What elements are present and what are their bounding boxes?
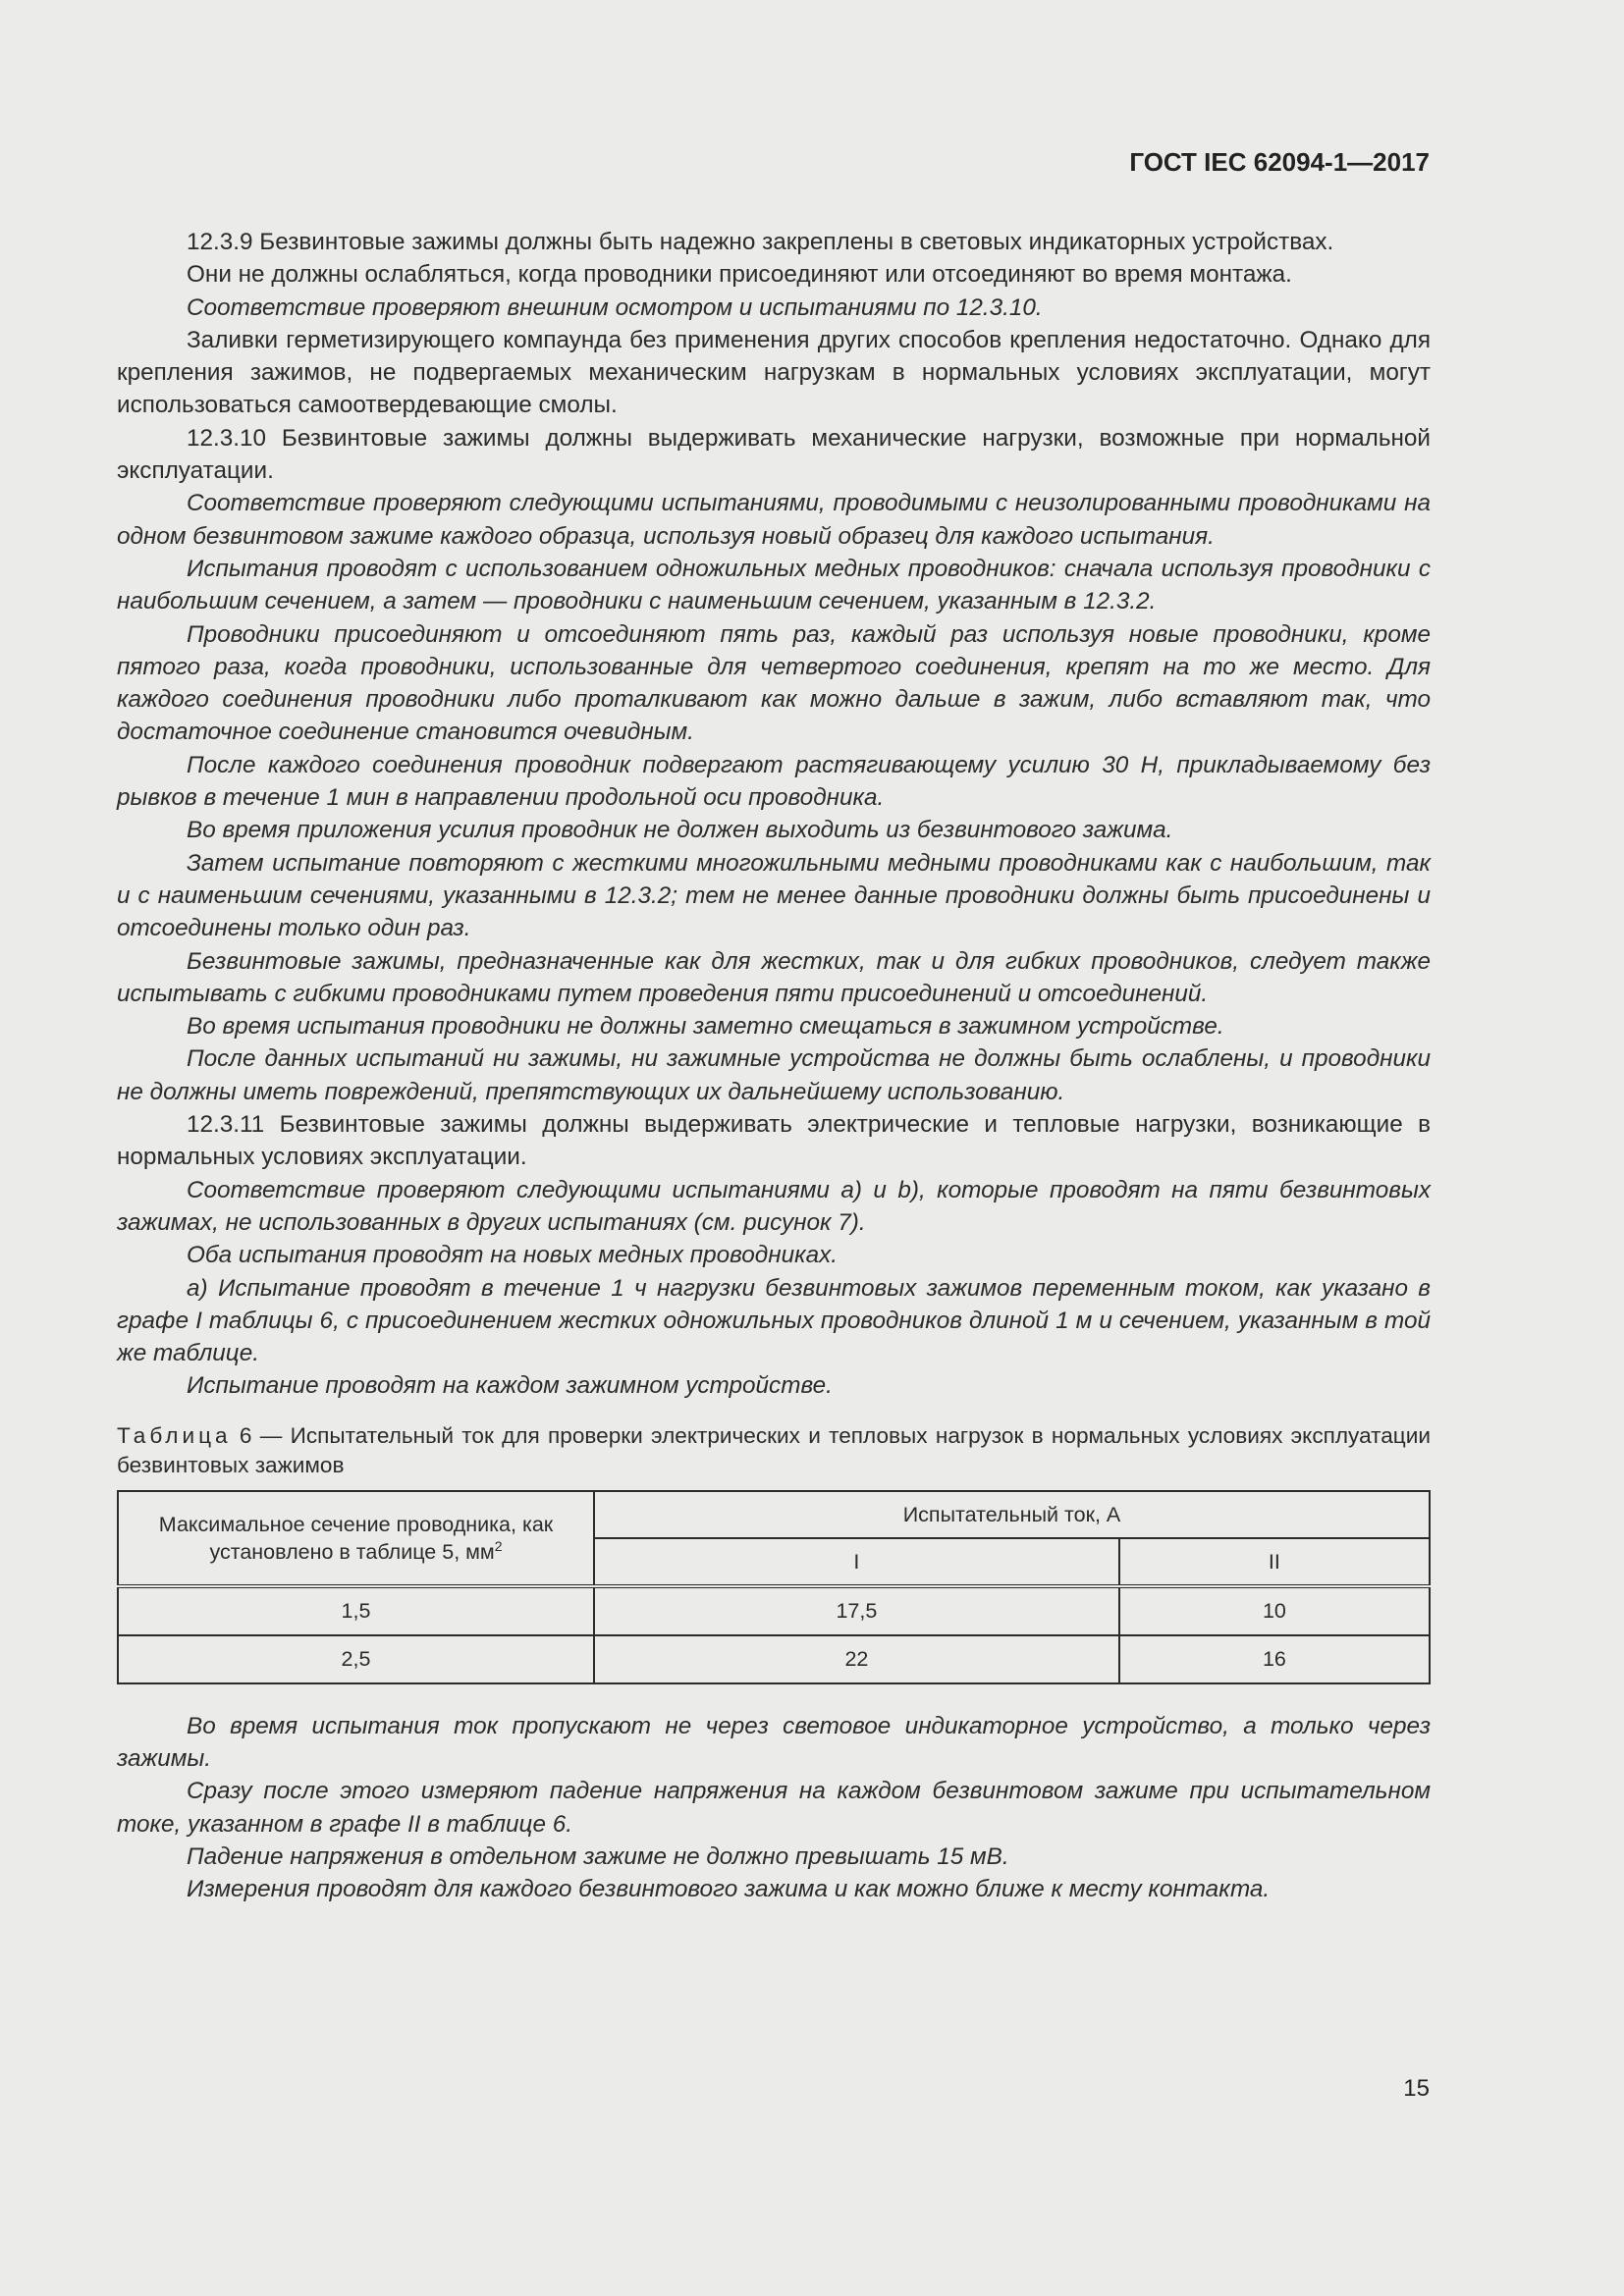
table-cell: 22 <box>594 1635 1119 1683</box>
paragraph: Сразу после этого измеряют падение напряжения на каждом безвинтовом зажиме при испытательном токе, указанном в графе II в таблице 6. <box>117 1778 1431 1838</box>
paragraph: Падение напряжения в отдельном зажиме не должно превышать 15 мВ. <box>187 1842 1009 1870</box>
paragraph: Затем испытание повторяют с жесткими многожильными медными проводниками как с наибольшим, так и с наименьшим сечениями, указанными в 12.3.2; тем не менее данные проводники должны быть присоединены и отсоединены только один раз. <box>117 849 1431 942</box>
paragraph: 12.3.9 Безвинтовые зажимы должны быть надежно закреплены в световых индикаторных устройствах. <box>187 229 1334 255</box>
table-cell: 16 <box>1119 1635 1430 1683</box>
header-column-ii: II <box>1119 1538 1430 1586</box>
paragraph: Соответствие проверяют внешним осмотром и испытаниями по 12.3.10. <box>187 294 1043 321</box>
table-row <box>118 1586 1430 1635</box>
header-test-current: Испытательный ток, А <box>594 1491 1430 1538</box>
paragraph: Оба испытания проводят на новых медных проводниках. <box>187 1242 838 1269</box>
paragraph: Испытания проводят с использованием одножильных медных проводников: сначала используя проводники с наибольшим сечением, а затем — проводники с наименьшим сечением, указанным в 12.3.2. <box>117 555 1431 615</box>
paragraph: После каждого соединения проводник подвергают растягивающему усилию 30 Н, прикладываемому без рывков в течение 1 мин в направлении продольной оси проводника. <box>117 751 1431 812</box>
document-body <box>117 226 1431 1905</box>
header-max-cross-section: Максимальное сечение проводника, как установлено в таблице 5, $мм^2$ <box>118 1491 594 1586</box>
paragraph: Во время испытания проводники не должны заметно смещаться в зажимном устройстве. <box>187 1013 1224 1041</box>
paragraph: Проводники присоединяют и отсоединяют пять раз, каждый раз используя новые проводники, кроме пятого раза, когда проводники, использованные для четвертого соединения, крепят на то же место. Для каждого соединения проводники либо проталкивают как можно дальше в зажим, либо вставляют так, что достаточное соединение становится очевидным. <box>117 620 1431 746</box>
paragraph: 12.3.11 Безвинтовые зажимы должны выдерживать электрические и тепловые нагрузки, возникающие в нормальных условиях эксплуатации. <box>117 1111 1431 1171</box>
paragraph: Соответствие проверяют следующими испытаниями, проводимыми с неизолированными проводниками на одном безвинтовом зажиме каждого образца, используя новый образец для каждого испытания. <box>117 490 1431 550</box>
table-row <box>118 1635 1430 1683</box>
table-cell: 17,5 <box>594 1586 1119 1635</box>
paragraph: Заливки герметизирующего компаунда без применения других способов крепления недостаточно. Однако для крепления зажимов, не подвергаемых механическим нагрузкам в нормальных условиях эксплуатации, могут использоваться самоотвердевающие смолы. <box>117 326 1431 419</box>
body-text-before-table <box>117 226 1431 1403</box>
paragraph: Во время испытания ток пропускают не через световое индикаторное устройство, а только через зажимы. <box>117 1712 1431 1772</box>
paragraph: После данных испытаний ни зажимы, ни зажимные устройства не должны быть ослаблены, и проводники не должны иметь повреждений, препятствующих их дальнейшему использованию. <box>117 1045 1431 1105</box>
paragraph: 12.3.10 Безвинтовые зажимы должны выдерживать механические нагрузки, возможные при нормальной эксплуатации. <box>117 424 1431 485</box>
table-caption <box>117 1421 1431 1480</box>
table-caption-label: Таблица <box>117 1422 232 1448</box>
page-number: 15 <box>1403 2075 1430 2102</box>
paragraph: Измерения проводят для каждого безвинтового зажима и как можно ближе к месту контакта. <box>187 1876 1271 1903</box>
table-header-row <box>118 1491 1430 1538</box>
header-column-i: I <box>594 1538 1119 1586</box>
table-cell: 10 <box>1119 1586 1430 1635</box>
test-current-table <box>117 1490 1431 1684</box>
paragraph: Испытание проводят на каждом зажимном устройстве. <box>187 1372 833 1400</box>
paragraph: Они не должны ослабляться, когда проводники присоединяют или отсоединяют во время монтажа. <box>187 261 1292 289</box>
table-cell: 2,5 <box>118 1635 594 1683</box>
paragraph: Соответствие проверяют следующими испытаниями a) и b), которые проводят на пяти безвинтовых зажимах, не использованных в других испытаниях (см. рисунок 7). <box>117 1176 1431 1236</box>
table-caption-text: 6 — Испытательный ток для проверки электрических и тепловых нагрузок в нормальных условиях эксплуатации безвинтовых зажимов <box>117 1422 1431 1477</box>
document-header: ГОСТ IEC 62094-1—2017 <box>1129 147 1430 177</box>
body-text-after-table <box>117 1710 1431 1906</box>
table-cell: 1,5 <box>118 1586 594 1635</box>
paragraph: Во время приложения усилия проводник не должен выходить из безвинтового зажима. <box>187 817 1173 844</box>
paragraph: а) Испытание проводят в течение 1 ч нагрузки безвинтовых зажимов переменным током, как указано в графе I таблицы 6, с присоединением жестких одножильных проводников длиной 1 м и сечением, указанным в той же таблице. <box>117 1274 1431 1367</box>
paragraph: Безвинтовые зажимы, предназначенные как для жестких, так и для гибких проводников, следует также испытывать с гибкими проводниками путем проведения пяти присоединений и отсоединений. <box>117 947 1431 1007</box>
